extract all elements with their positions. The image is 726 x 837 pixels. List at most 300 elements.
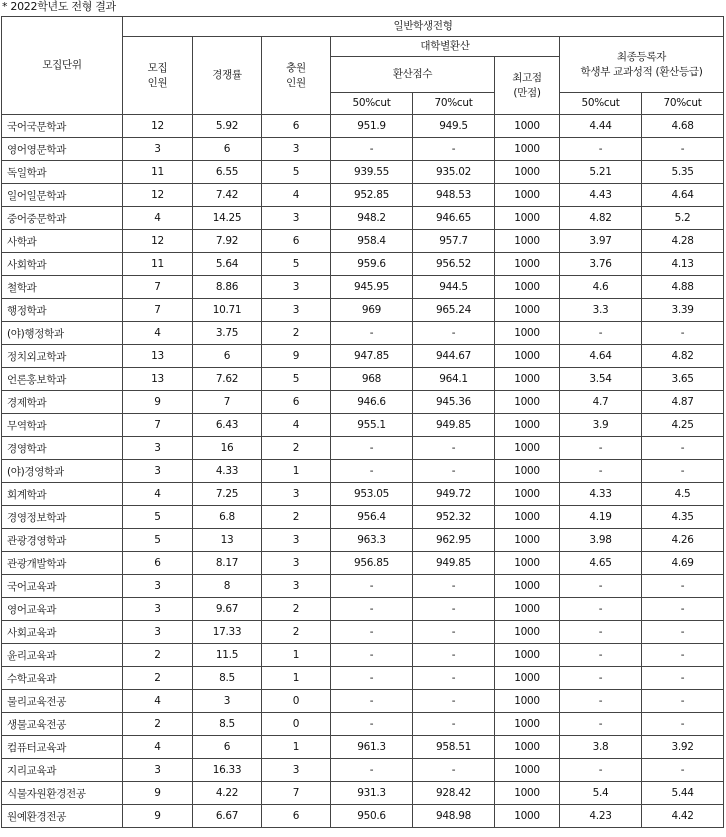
cell-max-score: 1000 (495, 575, 560, 598)
table-row (2, 667, 724, 690)
cell-score-70cut: - (413, 713, 495, 736)
cell-grade-70cut: 3.92 (642, 736, 724, 759)
header-score-50cut: 50%cut (331, 93, 413, 115)
cell-score-50cut: 953.05 (331, 483, 413, 506)
cell-grade-70cut: - (642, 621, 724, 644)
header-unit: 모집단위 (2, 17, 123, 115)
cell-score-50cut: 969 (331, 299, 413, 322)
cell-fill: 6 (262, 230, 331, 253)
cell-grade-70cut: 5.35 (642, 161, 724, 184)
cell-grade-70cut: 3.39 (642, 299, 724, 322)
cell-score-50cut: 968 (331, 368, 413, 391)
cell-recruit: 7 (123, 414, 193, 437)
cell-grade-50cut: 4.7 (560, 391, 642, 414)
table-row (2, 115, 724, 138)
cell-ratio: 6.43 (193, 414, 262, 437)
header-grade-50cut: 50%cut (560, 93, 642, 115)
cell-grade-50cut: - (560, 138, 642, 161)
cell-score-70cut: 958.51 (413, 736, 495, 759)
cell-unit: 영어교육과 (2, 598, 123, 621)
cell-grade-70cut: 4.26 (642, 529, 724, 552)
cell-score-50cut: - (331, 322, 413, 345)
cell-max-score: 1000 (495, 437, 560, 460)
cell-max-score: 1000 (495, 736, 560, 759)
cell-ratio: 9.67 (193, 598, 262, 621)
cell-max-score: 1000 (495, 414, 560, 437)
cell-score-70cut: 956.52 (413, 253, 495, 276)
cell-unit: 국어교육과 (2, 575, 123, 598)
cell-max-score: 1000 (495, 138, 560, 161)
cell-fill: 5 (262, 161, 331, 184)
table-row (2, 483, 724, 506)
cell-fill: 5 (262, 253, 331, 276)
table-row (2, 368, 724, 391)
cell-fill: 3 (262, 299, 331, 322)
cell-grade-50cut: - (560, 667, 642, 690)
cell-ratio: 5.92 (193, 115, 262, 138)
cell-score-70cut: 965.24 (413, 299, 495, 322)
cell-score-70cut: - (413, 598, 495, 621)
cell-grade-70cut: 4.87 (642, 391, 724, 414)
cell-grade-50cut: 4.33 (560, 483, 642, 506)
table-row (2, 414, 724, 437)
cell-grade-50cut: 3.76 (560, 253, 642, 276)
cell-fill: 6 (262, 805, 331, 828)
cell-ratio: 16 (193, 437, 262, 460)
cell-grade-50cut: 3.8 (560, 736, 642, 759)
cell-ratio: 8.17 (193, 552, 262, 575)
table-row (2, 736, 724, 759)
cell-grade-50cut: 5.4 (560, 782, 642, 805)
cell-grade-50cut: 3.9 (560, 414, 642, 437)
cell-ratio: 7.25 (193, 483, 262, 506)
cell-ratio: 6 (193, 736, 262, 759)
cell-fill: 4 (262, 184, 331, 207)
cell-score-50cut: 945.95 (331, 276, 413, 299)
cell-recruit: 4 (123, 483, 193, 506)
cell-grade-70cut: 3.65 (642, 368, 724, 391)
cell-max-score: 1000 (495, 621, 560, 644)
cell-unit: 생물교육전공 (2, 713, 123, 736)
cell-grade-50cut: 4.6 (560, 276, 642, 299)
cell-score-70cut: 949.85 (413, 414, 495, 437)
cell-recruit: 3 (123, 460, 193, 483)
cell-unit: 사회학과 (2, 253, 123, 276)
header-fill: 충원 인원 (262, 37, 331, 115)
cell-recruit: 13 (123, 368, 193, 391)
cell-recruit: 12 (123, 115, 193, 138)
cell-max-score: 1000 (495, 207, 560, 230)
cell-max-score: 1000 (495, 345, 560, 368)
cell-recruit: 4 (123, 322, 193, 345)
cell-ratio: 13 (193, 529, 262, 552)
cell-unit: 수학교육과 (2, 667, 123, 690)
cell-unit: (야)경영학과 (2, 460, 123, 483)
cell-score-50cut: - (331, 598, 413, 621)
cell-fill: 3 (262, 138, 331, 161)
cell-recruit: 4 (123, 207, 193, 230)
cell-grade-50cut: 5.21 (560, 161, 642, 184)
cell-max-score: 1000 (495, 644, 560, 667)
cell-grade-70cut: 4.64 (642, 184, 724, 207)
cell-fill: 3 (262, 276, 331, 299)
cell-recruit: 12 (123, 230, 193, 253)
table-row (2, 690, 724, 713)
cell-score-70cut: 948.53 (413, 184, 495, 207)
cell-score-50cut: - (331, 713, 413, 736)
cell-score-50cut: 963.3 (331, 529, 413, 552)
cell-grade-50cut: 4.19 (560, 506, 642, 529)
cell-grade-50cut: 4.64 (560, 345, 642, 368)
cell-grade-70cut: - (642, 322, 724, 345)
cell-max-score: 1000 (495, 598, 560, 621)
cell-fill: 1 (262, 667, 331, 690)
cell-grade-50cut: - (560, 575, 642, 598)
cell-grade-70cut: - (642, 667, 724, 690)
cell-fill: 6 (262, 115, 331, 138)
cell-recruit: 7 (123, 299, 193, 322)
cell-grade-50cut: 3.54 (560, 368, 642, 391)
cell-ratio: 8.5 (193, 713, 262, 736)
table-row (2, 276, 724, 299)
header-final: 최종등록자 학생부 교과성적 (환산등급) (560, 37, 724, 93)
cell-grade-50cut: - (560, 644, 642, 667)
cell-score-70cut: 964.1 (413, 368, 495, 391)
table-caption: * 2022학년도 전형 결과 (2, 0, 116, 13)
cell-recruit: 2 (123, 644, 193, 667)
cell-unit: 사회교육과 (2, 621, 123, 644)
cell-score-70cut: 957.7 (413, 230, 495, 253)
cell-grade-50cut: 4.82 (560, 207, 642, 230)
cell-recruit: 12 (123, 184, 193, 207)
cell-ratio: 17.33 (193, 621, 262, 644)
cell-score-50cut: 959.6 (331, 253, 413, 276)
cell-fill: 2 (262, 322, 331, 345)
cell-ratio: 16.33 (193, 759, 262, 782)
cell-fill: 0 (262, 690, 331, 713)
table-row (2, 805, 724, 828)
cell-fill: 3 (262, 575, 331, 598)
table-row (2, 138, 724, 161)
cell-recruit: 9 (123, 805, 193, 828)
cell-unit: 영어영문학과 (2, 138, 123, 161)
cell-recruit: 13 (123, 345, 193, 368)
cell-score-50cut: 958.4 (331, 230, 413, 253)
table-row (2, 506, 724, 529)
cell-ratio: 7.92 (193, 230, 262, 253)
cell-score-70cut: - (413, 644, 495, 667)
cell-score-70cut: - (413, 138, 495, 161)
cell-grade-70cut: 4.13 (642, 253, 724, 276)
table-row (2, 529, 724, 552)
header-grade-70cut: 70%cut (642, 93, 724, 115)
cell-unit: 물리교육전공 (2, 690, 123, 713)
cell-score-70cut: 945.36 (413, 391, 495, 414)
cell-unit: 일어일문학과 (2, 184, 123, 207)
cell-unit: 중어중문학과 (2, 207, 123, 230)
cell-score-50cut: 951.9 (331, 115, 413, 138)
cell-unit: 식물자원환경전공 (2, 782, 123, 805)
cell-score-70cut: 935.02 (413, 161, 495, 184)
cell-ratio: 6.8 (193, 506, 262, 529)
cell-score-70cut: - (413, 437, 495, 460)
cell-score-50cut: - (331, 621, 413, 644)
table-row (2, 253, 724, 276)
table-row (2, 322, 724, 345)
cell-max-score: 1000 (495, 460, 560, 483)
cell-ratio: 6.55 (193, 161, 262, 184)
cell-max-score: 1000 (495, 184, 560, 207)
cell-grade-50cut: - (560, 621, 642, 644)
cell-unit: 경영정보학과 (2, 506, 123, 529)
cell-grade-50cut: 3.97 (560, 230, 642, 253)
cell-recruit: 3 (123, 759, 193, 782)
table-row (2, 759, 724, 782)
cell-score-70cut: 949.5 (413, 115, 495, 138)
cell-score-70cut: 928.42 (413, 782, 495, 805)
cell-grade-70cut: - (642, 437, 724, 460)
cell-fill: 3 (262, 552, 331, 575)
table-row (2, 161, 724, 184)
cell-ratio: 5.64 (193, 253, 262, 276)
cell-grade-70cut: 4.88 (642, 276, 724, 299)
cell-max-score: 1000 (495, 782, 560, 805)
cell-fill: 3 (262, 483, 331, 506)
cell-ratio: 14.25 (193, 207, 262, 230)
cell-recruit: 9 (123, 782, 193, 805)
cell-unit: 언론홍보학과 (2, 368, 123, 391)
table-row (2, 644, 724, 667)
cell-unit: 행정학과 (2, 299, 123, 322)
cell-unit: 국어국문학과 (2, 115, 123, 138)
cell-grade-50cut: 4.44 (560, 115, 642, 138)
cell-max-score: 1000 (495, 368, 560, 391)
cell-unit: 지리교육과 (2, 759, 123, 782)
table-row (2, 713, 724, 736)
cell-grade-50cut: 4.23 (560, 805, 642, 828)
cell-ratio: 6 (193, 345, 262, 368)
cell-grade-70cut: 4.82 (642, 345, 724, 368)
cell-score-50cut: - (331, 575, 413, 598)
cell-grade-70cut: - (642, 575, 724, 598)
cell-score-50cut: 950.6 (331, 805, 413, 828)
header-conversion-score: 환산점수 (331, 57, 495, 93)
cell-grade-50cut: - (560, 690, 642, 713)
cell-grade-70cut: - (642, 598, 724, 621)
cell-score-50cut: 952.85 (331, 184, 413, 207)
cell-max-score: 1000 (495, 299, 560, 322)
cell-grade-70cut: 5.2 (642, 207, 724, 230)
cell-fill: 2 (262, 621, 331, 644)
cell-fill: 3 (262, 207, 331, 230)
table-row (2, 575, 724, 598)
cell-ratio: 11.5 (193, 644, 262, 667)
cell-grade-50cut: 4.43 (560, 184, 642, 207)
cell-ratio: 8.86 (193, 276, 262, 299)
cell-recruit: 6 (123, 552, 193, 575)
table-row (2, 299, 724, 322)
header-score-70cut: 70%cut (413, 93, 495, 115)
cell-unit: 관광경영학과 (2, 529, 123, 552)
cell-max-score: 1000 (495, 161, 560, 184)
cell-grade-70cut: 4.5 (642, 483, 724, 506)
cell-score-70cut: 952.32 (413, 506, 495, 529)
cell-ratio: 6.67 (193, 805, 262, 828)
cell-grade-70cut: - (642, 713, 724, 736)
header-recruit: 모집 인원 (123, 37, 193, 115)
cell-recruit: 2 (123, 713, 193, 736)
cell-recruit: 3 (123, 575, 193, 598)
table-row (2, 207, 724, 230)
cell-score-70cut: 962.95 (413, 529, 495, 552)
cell-score-50cut: 955.1 (331, 414, 413, 437)
cell-unit: 회계학과 (2, 483, 123, 506)
cell-score-50cut: 956.4 (331, 506, 413, 529)
cell-max-score: 1000 (495, 690, 560, 713)
cell-unit: 사학과 (2, 230, 123, 253)
cell-grade-70cut: 4.68 (642, 115, 724, 138)
cell-score-50cut: 939.55 (331, 161, 413, 184)
cell-recruit: 5 (123, 529, 193, 552)
cell-score-50cut: - (331, 138, 413, 161)
cell-score-70cut: - (413, 690, 495, 713)
cell-score-50cut: - (331, 437, 413, 460)
table-row (2, 345, 724, 368)
cell-grade-50cut: 3.3 (560, 299, 642, 322)
cell-fill: 1 (262, 644, 331, 667)
cell-fill: 3 (262, 759, 331, 782)
cell-fill: 5 (262, 368, 331, 391)
cell-score-70cut: - (413, 621, 495, 644)
cell-score-70cut: 944.5 (413, 276, 495, 299)
cell-ratio: 3 (193, 690, 262, 713)
cell-grade-50cut: - (560, 598, 642, 621)
cell-fill: 3 (262, 529, 331, 552)
cell-grade-50cut: - (560, 713, 642, 736)
cell-score-70cut: - (413, 759, 495, 782)
cell-score-70cut: - (413, 322, 495, 345)
cell-max-score: 1000 (495, 713, 560, 736)
cell-recruit: 7 (123, 276, 193, 299)
cell-grade-70cut: 4.28 (642, 230, 724, 253)
cell-max-score: 1000 (495, 667, 560, 690)
cell-score-50cut: 948.2 (331, 207, 413, 230)
cell-fill: 9 (262, 345, 331, 368)
cell-ratio: 8.5 (193, 667, 262, 690)
cell-unit: 무역학과 (2, 414, 123, 437)
cell-unit: 컴퓨터교육과 (2, 736, 123, 759)
cell-grade-70cut: - (642, 460, 724, 483)
cell-grade-70cut: - (642, 690, 724, 713)
cell-unit: 경제학과 (2, 391, 123, 414)
header-max: 최고점 (만점) (495, 57, 560, 115)
cell-ratio: 7.62 (193, 368, 262, 391)
cell-max-score: 1000 (495, 253, 560, 276)
cell-fill: 2 (262, 506, 331, 529)
table-row (2, 391, 724, 414)
cell-fill: 1 (262, 736, 331, 759)
cell-score-70cut: 948.98 (413, 805, 495, 828)
cell-score-50cut: 931.3 (331, 782, 413, 805)
table-row (2, 437, 724, 460)
cell-fill: 2 (262, 598, 331, 621)
cell-ratio: 6 (193, 138, 262, 161)
cell-max-score: 1000 (495, 759, 560, 782)
admission-results-table (1, 16, 724, 828)
cell-grade-50cut: - (560, 460, 642, 483)
cell-unit: 원예환경전공 (2, 805, 123, 828)
cell-score-70cut: - (413, 575, 495, 598)
cell-score-50cut: - (331, 667, 413, 690)
table-body (2, 115, 724, 828)
cell-max-score: 1000 (495, 115, 560, 138)
header-conversion: 대학별환산 (331, 37, 560, 57)
cell-grade-70cut: - (642, 138, 724, 161)
header-group: 일반학생전형 (123, 17, 724, 37)
cell-grade-70cut: 4.42 (642, 805, 724, 828)
cell-grade-50cut: - (560, 322, 642, 345)
cell-max-score: 1000 (495, 322, 560, 345)
cell-fill: 6 (262, 391, 331, 414)
cell-fill: 0 (262, 713, 331, 736)
table-row (2, 621, 724, 644)
cell-score-50cut: 946.6 (331, 391, 413, 414)
cell-max-score: 1000 (495, 552, 560, 575)
cell-score-50cut: 961.3 (331, 736, 413, 759)
cell-ratio: 3.75 (193, 322, 262, 345)
cell-score-70cut: 949.85 (413, 552, 495, 575)
cell-recruit: 4 (123, 736, 193, 759)
cell-max-score: 1000 (495, 506, 560, 529)
cell-recruit: 5 (123, 506, 193, 529)
cell-unit: 윤리교육과 (2, 644, 123, 667)
cell-score-70cut: 944.67 (413, 345, 495, 368)
table-row (2, 598, 724, 621)
cell-grade-50cut: 3.98 (560, 529, 642, 552)
cell-grade-70cut: 4.69 (642, 552, 724, 575)
cell-recruit: 3 (123, 138, 193, 161)
cell-fill: 7 (262, 782, 331, 805)
cell-score-50cut: - (331, 690, 413, 713)
cell-ratio: 4.33 (193, 460, 262, 483)
table-row (2, 460, 724, 483)
cell-score-50cut: 956.85 (331, 552, 413, 575)
cell-score-50cut: - (331, 759, 413, 782)
cell-recruit: 2 (123, 667, 193, 690)
cell-fill: 4 (262, 414, 331, 437)
cell-ratio: 7 (193, 391, 262, 414)
cell-score-70cut: - (413, 460, 495, 483)
cell-fill: 1 (262, 460, 331, 483)
table-row (2, 230, 724, 253)
cell-fill: 2 (262, 437, 331, 460)
cell-unit: 철학과 (2, 276, 123, 299)
cell-recruit: 3 (123, 437, 193, 460)
cell-grade-50cut: - (560, 437, 642, 460)
cell-ratio: 7.42 (193, 184, 262, 207)
table-row (2, 552, 724, 575)
cell-max-score: 1000 (495, 276, 560, 299)
cell-grade-70cut: 5.44 (642, 782, 724, 805)
cell-unit: 독일학과 (2, 161, 123, 184)
cell-recruit: 9 (123, 391, 193, 414)
cell-unit: 관광개발학과 (2, 552, 123, 575)
cell-score-70cut: 946.65 (413, 207, 495, 230)
cell-ratio: 4.22 (193, 782, 262, 805)
cell-score-70cut: 949.72 (413, 483, 495, 506)
cell-grade-70cut: - (642, 759, 724, 782)
cell-score-50cut: 947.85 (331, 345, 413, 368)
